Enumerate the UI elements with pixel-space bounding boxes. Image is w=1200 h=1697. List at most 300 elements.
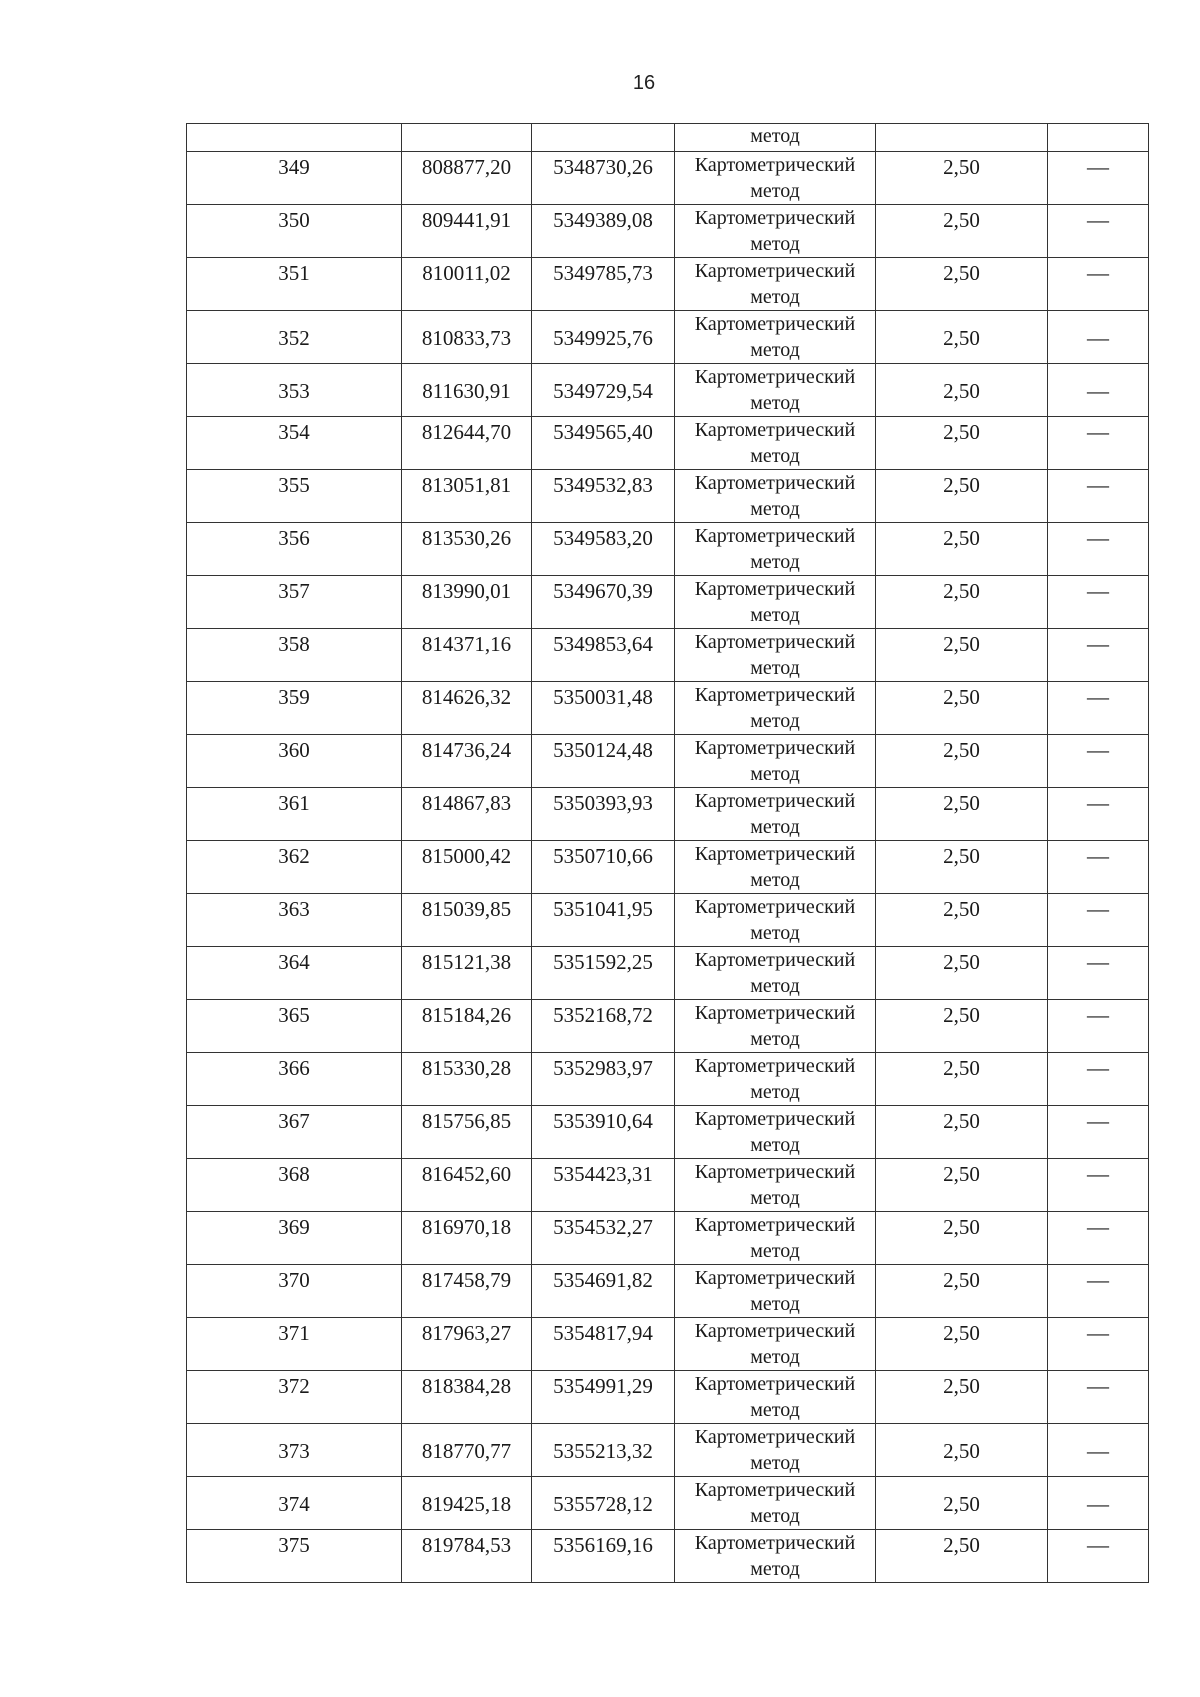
x-coordinate: 809441,91: [421, 208, 512, 232]
y-coordinate: 5352983,97: [553, 1056, 653, 1080]
cell-x: [402, 1371, 532, 1424]
y-coordinate: 5349729,54: [553, 379, 653, 403]
method-line-1: Картометрический: [694, 1426, 856, 1448]
point-number: 358: [278, 632, 310, 656]
y-coordinate: 5350031,48: [553, 685, 653, 709]
method-line-1: Картометрический: [694, 154, 856, 176]
method-line-1: Картометрический: [694, 472, 856, 494]
cell-point: [187, 364, 402, 417]
note-dash: —: [1087, 1267, 1109, 1292]
cell-y: [532, 1000, 675, 1053]
x-coordinate: 813530,26: [421, 526, 512, 550]
accuracy-value: 2,50: [943, 1215, 980, 1239]
point-number: 369: [278, 1215, 310, 1239]
cell-note: [1048, 735, 1149, 788]
x-coordinate: 808877,20: [421, 155, 512, 179]
table-row: [187, 1530, 1149, 1583]
cell-note: [1048, 947, 1149, 1000]
note-dash: —: [1087, 525, 1109, 550]
cell-note: [1048, 682, 1149, 735]
point-number: 350: [278, 208, 310, 232]
point-number: 368: [278, 1162, 310, 1186]
x-coordinate: 817963,27: [421, 1321, 512, 1345]
note-dash: —: [1087, 1214, 1109, 1239]
method-line-2: метод: [750, 551, 800, 573]
accuracy-value: 2,50: [943, 526, 980, 550]
cell-method: [675, 894, 876, 947]
method-line-1: Картометрический: [694, 1055, 856, 1077]
note-dash: —: [1087, 1532, 1109, 1557]
cell-method: [675, 629, 876, 682]
method-line-1: Картометрический: [694, 1214, 856, 1236]
cell-x: [402, 152, 532, 205]
cell-accuracy: [876, 258, 1048, 311]
y-coordinate: 5356169,16: [553, 1533, 653, 1557]
y-coordinate: 5349670,39: [553, 579, 653, 603]
x-coordinate: 814626,32: [421, 685, 512, 709]
method-line-2: метод: [750, 233, 800, 255]
note-dash: —: [1087, 154, 1109, 179]
table-row: [187, 1424, 1149, 1477]
method-line-1: Картометрический: [694, 1373, 856, 1395]
point-number: 352: [278, 326, 310, 350]
table-row: [187, 682, 1149, 735]
y-coordinate: 5352168,72: [553, 1003, 653, 1027]
y-coordinate: 5348730,26: [553, 155, 653, 179]
cell-method: [675, 1424, 876, 1477]
method-line-1: Картометрический: [694, 1320, 856, 1342]
cell-method: [675, 1106, 876, 1159]
table-row: [187, 258, 1149, 311]
cell-point: [187, 894, 402, 947]
cell-point: [187, 1159, 402, 1212]
cell-x: [402, 1318, 532, 1371]
cell-method: [675, 841, 876, 894]
cell-method: [675, 576, 876, 629]
cell-accuracy: [876, 1530, 1048, 1583]
accuracy-value: 2,50: [943, 420, 980, 444]
cell-y: [532, 629, 675, 682]
accuracy-value: 2,50: [943, 1162, 980, 1186]
cell-note: [1048, 1371, 1149, 1424]
cell-point: [187, 1053, 402, 1106]
accuracy-value: 2,50: [943, 632, 980, 656]
point-number: 371: [278, 1321, 310, 1345]
cell-x: [402, 523, 532, 576]
cell-x: [402, 894, 532, 947]
y-coordinate: 5353910,64: [553, 1109, 653, 1133]
cell-accuracy: [876, 894, 1048, 947]
cell-accuracy: [876, 470, 1048, 523]
cell-accuracy: [876, 124, 1048, 152]
cell-method: [675, 1477, 876, 1530]
note-dash: —: [1087, 578, 1109, 603]
cell-method: [675, 682, 876, 735]
cell-note: [1048, 629, 1149, 682]
cell-point: [187, 735, 402, 788]
method-line-2: метод: [750, 710, 800, 732]
cell-note: [1048, 417, 1149, 470]
accuracy-value: 2,50: [943, 208, 980, 232]
x-coordinate: 819425,18: [421, 1492, 512, 1516]
y-coordinate: 5349583,20: [553, 526, 653, 550]
cell-point: [187, 311, 402, 364]
accuracy-value: 2,50: [943, 1374, 980, 1398]
cell-accuracy: [876, 1477, 1048, 1530]
cell-x: [402, 735, 532, 788]
note-dash: —: [1087, 1373, 1109, 1398]
cell-x: [402, 364, 532, 417]
table-row: [187, 1265, 1149, 1318]
note-dash: —: [1087, 207, 1109, 232]
page-number: 16: [632, 72, 656, 94]
method-line-2: метод: [750, 1399, 800, 1421]
cell-point: [187, 1000, 402, 1053]
cell-accuracy: [876, 1159, 1048, 1212]
x-coordinate: 814867,83: [421, 791, 512, 815]
cell-accuracy: [876, 1212, 1048, 1265]
point-number: 359: [278, 685, 310, 709]
cell-method: [675, 1000, 876, 1053]
accuracy-value: 2,50: [943, 1003, 980, 1027]
cell-x: [402, 417, 532, 470]
method-line-1: Картометрический: [694, 207, 856, 229]
method-line-2: метод: [750, 869, 800, 891]
cell-point: [187, 152, 402, 205]
method-line-2: метод: [750, 1452, 800, 1474]
cell-x: [402, 841, 532, 894]
cell-accuracy: [876, 682, 1048, 735]
continuation-row: [187, 124, 1149, 152]
cell-x: [402, 124, 532, 152]
cell-accuracy: [876, 1318, 1048, 1371]
cell-point: [187, 124, 402, 152]
cell-note: [1048, 1106, 1149, 1159]
note-dash: —: [1087, 260, 1109, 285]
x-coordinate: 815184,26: [421, 1003, 512, 1027]
method-line-2: метод: [750, 286, 800, 308]
point-number: 373: [278, 1439, 310, 1463]
table-row: [187, 205, 1149, 258]
table-row: [187, 1477, 1149, 1530]
cell-y: [532, 788, 675, 841]
cell-note: [1048, 152, 1149, 205]
method-line-1: Картометрический: [694, 843, 856, 865]
method-line-2: метод: [750, 1240, 800, 1262]
cell-x: [402, 1424, 532, 1477]
method-line-2: метод: [750, 445, 800, 467]
cell-y: [532, 1530, 675, 1583]
method-line-1: Картометрический: [694, 578, 856, 600]
note-dash: —: [1087, 684, 1109, 709]
table-row: [187, 576, 1149, 629]
cell-point: [187, 470, 402, 523]
cell-x: [402, 1053, 532, 1106]
point-number: 357: [278, 579, 310, 603]
cell-y: [532, 1159, 675, 1212]
y-coordinate: 5354817,94: [553, 1321, 653, 1345]
point-number: 361: [278, 791, 310, 815]
y-coordinate: 5350393,93: [553, 791, 653, 815]
note-dash: —: [1087, 1438, 1109, 1463]
cell-accuracy: [876, 788, 1048, 841]
accuracy-value: 2,50: [943, 1533, 980, 1557]
point-number: 367: [278, 1109, 310, 1133]
cell-x: [402, 1159, 532, 1212]
method-line-1: Картометрический: [694, 1532, 856, 1554]
accuracy-value: 2,50: [943, 1056, 980, 1080]
note-dash: —: [1087, 949, 1109, 974]
y-coordinate: 5350710,66: [553, 844, 653, 868]
method-line-2: метод: [750, 763, 800, 785]
cell-y: [532, 124, 675, 152]
note-dash: —: [1087, 631, 1109, 656]
cell-y: [532, 947, 675, 1000]
cell-x: [402, 205, 532, 258]
y-coordinate: 5350124,48: [553, 738, 653, 762]
note-dash: —: [1087, 1002, 1109, 1027]
cell-x: [402, 311, 532, 364]
accuracy-value: 2,50: [943, 261, 980, 285]
cell-accuracy: [876, 1106, 1048, 1159]
accuracy-value: 2,50: [943, 685, 980, 709]
x-coordinate: 816970,18: [421, 1215, 512, 1239]
cell-accuracy: [876, 364, 1048, 417]
cell-y: [532, 1318, 675, 1371]
cell-accuracy: [876, 1424, 1048, 1477]
cell-note: [1048, 894, 1149, 947]
cell-method: [675, 1530, 876, 1583]
cell-note: [1048, 841, 1149, 894]
method-line-1: Картометрический: [694, 366, 856, 388]
cell-x: [402, 1212, 532, 1265]
point-number: 354: [278, 420, 310, 444]
cell-x: [402, 1106, 532, 1159]
cell-x: [402, 1530, 532, 1583]
cell-point: [187, 841, 402, 894]
cell-note: [1048, 205, 1149, 258]
table-row: [187, 1053, 1149, 1106]
x-coordinate: 815039,85: [421, 897, 512, 921]
point-number: 370: [278, 1268, 310, 1292]
method-line-1: Картометрический: [694, 631, 856, 653]
method-line-2: метод: [750, 1134, 800, 1156]
x-coordinate: 812644,70: [421, 420, 512, 444]
x-coordinate: 818384,28: [421, 1374, 512, 1398]
point-number: 351: [278, 261, 310, 285]
method-line-2: метод: [750, 498, 800, 520]
x-coordinate: 813051,81: [421, 473, 512, 497]
cell-point: [187, 1530, 402, 1583]
cell-method: [675, 470, 876, 523]
table-row: [187, 470, 1149, 523]
x-coordinate: 814736,24: [421, 738, 512, 762]
cell-point: [187, 1424, 402, 1477]
y-coordinate: 5354991,29: [553, 1374, 653, 1398]
x-coordinate: 814371,16: [421, 632, 512, 656]
cell-x: [402, 1477, 532, 1530]
cell-note: [1048, 470, 1149, 523]
cell-method: [675, 1318, 876, 1371]
cell-y: [532, 1424, 675, 1477]
point-number: 374: [278, 1492, 310, 1516]
cell-x: [402, 788, 532, 841]
cell-note: [1048, 124, 1149, 152]
cell-y: [532, 152, 675, 205]
cell-method: [675, 947, 876, 1000]
x-coordinate: 811630,91: [422, 379, 511, 403]
note-dash: —: [1087, 325, 1109, 350]
cell-y: [532, 1212, 675, 1265]
note-dash: —: [1087, 1491, 1109, 1516]
cell-y: [532, 470, 675, 523]
cell-point: [187, 1265, 402, 1318]
method-line-1: Картометрический: [694, 525, 856, 547]
cell-note: [1048, 1318, 1149, 1371]
table-row: [187, 1212, 1149, 1265]
table-row: [187, 629, 1149, 682]
note-dash: —: [1087, 1161, 1109, 1186]
method-line-1: Картометрический: [694, 737, 856, 759]
point-number: 360: [278, 738, 310, 762]
note-dash: —: [1087, 1320, 1109, 1345]
accuracy-value: 2,50: [943, 897, 980, 921]
table-row: [187, 1318, 1149, 1371]
cell-point: [187, 417, 402, 470]
cell-method: [675, 1053, 876, 1106]
note-dash: —: [1087, 843, 1109, 868]
accuracy-value: 2,50: [943, 791, 980, 815]
y-coordinate: 5349853,64: [553, 632, 653, 656]
y-coordinate: 5354691,82: [553, 1268, 653, 1292]
cell-x: [402, 1265, 532, 1318]
table-row: [187, 788, 1149, 841]
cell-method: [675, 523, 876, 576]
note-dash: —: [1087, 896, 1109, 921]
table-row: [187, 311, 1149, 364]
cell-method: [675, 1371, 876, 1424]
cell-note: [1048, 1159, 1149, 1212]
method-line-1: Картометрический: [694, 260, 856, 282]
cell-accuracy: [876, 841, 1048, 894]
cell-y: [532, 894, 675, 947]
cell-method: [675, 1159, 876, 1212]
method-line-1: Картометрический: [694, 790, 856, 812]
y-coordinate: 5349565,40: [553, 420, 653, 444]
cell-y: [532, 1053, 675, 1106]
cell-y: [532, 1371, 675, 1424]
cell-y: [532, 682, 675, 735]
accuracy-value: 2,50: [943, 1321, 980, 1345]
cell-point: [187, 1371, 402, 1424]
cell-method: [675, 735, 876, 788]
y-coordinate: 5351592,25: [553, 950, 653, 974]
method-line-2: метод: [750, 657, 800, 679]
cell-point: [187, 1106, 402, 1159]
point-number: 362: [278, 844, 310, 868]
method-line-1: Картометрический: [694, 1161, 856, 1183]
cell-note: [1048, 1265, 1149, 1318]
table-row: [187, 1159, 1149, 1212]
accuracy-value: 2,50: [943, 844, 980, 868]
table-row: [187, 1000, 1149, 1053]
y-coordinate: 5351041,95: [553, 897, 653, 921]
point-number: 353: [278, 379, 310, 403]
x-coordinate: 815330,28: [421, 1056, 512, 1080]
table-row: [187, 894, 1149, 947]
x-coordinate: 817458,79: [421, 1268, 512, 1292]
accuracy-value: 2,50: [943, 950, 980, 974]
cell-note: [1048, 1212, 1149, 1265]
cell-x: [402, 682, 532, 735]
cell-method: [675, 788, 876, 841]
coordinates-table: [186, 123, 1149, 1583]
table-row: [187, 735, 1149, 788]
accuracy-value: 2,50: [943, 473, 980, 497]
cell-y: [532, 205, 675, 258]
cell-accuracy: [876, 523, 1048, 576]
method-line-2: метод: [750, 339, 800, 361]
cell-note: [1048, 1053, 1149, 1106]
cell-method: [675, 417, 876, 470]
y-coordinate: 5355728,12: [553, 1492, 653, 1516]
method-line-2: метод: [750, 180, 800, 202]
cell-y: [532, 841, 675, 894]
table-row: [187, 152, 1149, 205]
cell-x: [402, 470, 532, 523]
cell-accuracy: [876, 629, 1048, 682]
cell-note: [1048, 258, 1149, 311]
cell-y: [532, 417, 675, 470]
x-coordinate: 818770,77: [421, 1439, 512, 1463]
note-dash: —: [1087, 790, 1109, 815]
note-dash: —: [1087, 472, 1109, 497]
method-line-2: метод: [750, 1028, 800, 1050]
x-coordinate: 815756,85: [421, 1109, 512, 1133]
cell-note: [1048, 1424, 1149, 1477]
method-line-2: метод: [750, 975, 800, 997]
note-dash: —: [1087, 737, 1109, 762]
point-number: 365: [278, 1003, 310, 1027]
cell-point: [187, 682, 402, 735]
accuracy-value: 2,50: [943, 326, 980, 350]
x-coordinate: 810833,73: [421, 326, 512, 350]
method-line-2: метод: [750, 1187, 800, 1209]
cell-y: [532, 364, 675, 417]
y-coordinate: 5354423,31: [553, 1162, 653, 1186]
cell-y: [532, 523, 675, 576]
point-number: 355: [278, 473, 310, 497]
cell-point: [187, 947, 402, 1000]
point-number: 372: [278, 1374, 310, 1398]
cell-y: [532, 576, 675, 629]
cell-method: [675, 1265, 876, 1318]
cell-y: [532, 258, 675, 311]
cell-method: [675, 364, 876, 417]
method-line-2: метод: [750, 604, 800, 626]
method-line-1: Картометрический: [694, 1108, 856, 1130]
cell-accuracy: [876, 311, 1048, 364]
cell-note: [1048, 311, 1149, 364]
method-line-1: Картометрический: [694, 1267, 856, 1289]
method-line-1: Картометрический: [694, 1002, 856, 1024]
cell-x: [402, 629, 532, 682]
cell-point: [187, 629, 402, 682]
cell-y: [532, 1477, 675, 1530]
accuracy-value: 2,50: [943, 1439, 980, 1463]
table-row: [187, 947, 1149, 1000]
x-coordinate: 815000,42: [421, 844, 512, 868]
